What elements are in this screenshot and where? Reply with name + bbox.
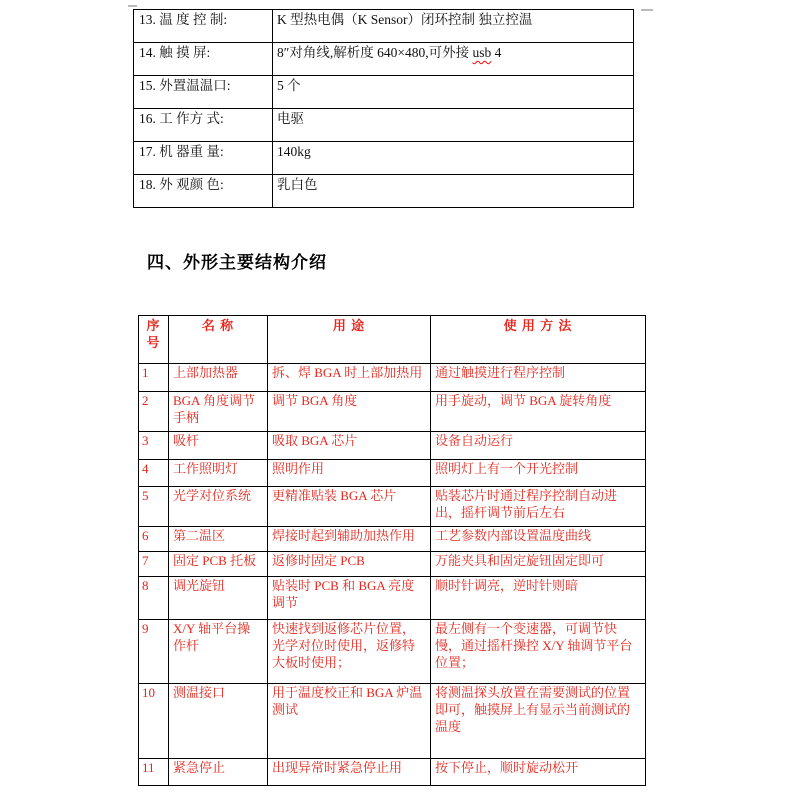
table-row [134, 10, 634, 43]
table-row [139, 364, 646, 392]
spec-label: 16. 工 作方 式: [134, 109, 273, 142]
cell-index: 3 [139, 432, 169, 460]
table-row [139, 759, 646, 786]
cell-name: 调光旋钮 [169, 577, 268, 620]
margin-mark-right [641, 9, 653, 11]
column-header-usage: 使 用 方 法 [431, 316, 646, 364]
margin-mark-left [128, 5, 137, 7]
spec-table [133, 9, 634, 208]
cell-name: 工作照明灯 [169, 460, 268, 487]
cell-usage: 通过触摸进行程序控制 [431, 364, 646, 392]
table-row [134, 76, 634, 109]
cell-purpose: 焊接时起到辅助加热作用 [268, 527, 431, 552]
cell-purpose: 更精准贴装 BGA 芯片 [268, 487, 431, 527]
table-row [139, 684, 646, 759]
spec-value-text: 8″对角线,解析度 640×480,可外接 [277, 45, 473, 60]
cell-name: 测温接口 [169, 684, 268, 759]
cell-name: 吸杆 [169, 432, 268, 460]
cell-index: 4 [139, 460, 169, 487]
cell-usage: 贴装芯片时通过程序控制自动进出，摇杆调节前后左右 [431, 487, 646, 527]
cell-purpose: 吸取 BGA 芯片 [268, 432, 431, 460]
table-row [139, 487, 646, 527]
cell-purpose: 贴装时 PCB 和 BGA 亮度调节 [268, 577, 431, 620]
cell-name: 上部加热器 [169, 364, 268, 392]
spec-value-text: 4 [491, 45, 502, 60]
table-row [139, 577, 646, 620]
cell-index: 10 [139, 684, 169, 759]
column-header-index: 序号 [139, 316, 169, 364]
cell-index: 6 [139, 527, 169, 552]
table-row [134, 109, 634, 142]
cell-purpose: 出现异常时紧急停止用 [268, 759, 431, 786]
table-row [139, 620, 646, 684]
cell-name: X/Y 轴平台操作杆 [169, 620, 268, 684]
cell-name: 固定 PCB 托板 [169, 552, 268, 577]
usb-misspelled-text: usb [472, 45, 492, 60]
spec-label: 18. 外 观颜 色: [134, 175, 273, 208]
cell-usage: 用手旋动，调节 BGA 旋转角度 [431, 392, 646, 432]
cell-index: 5 [139, 487, 169, 527]
cell-index: 11 [139, 759, 169, 786]
cell-name: BGA 角度调节手柄 [169, 392, 268, 432]
cell-usage: 顺时针调亮，逆时针则暗 [431, 577, 646, 620]
table-row [139, 392, 646, 432]
cell-usage: 工艺参数内部设置温度曲线 [431, 527, 646, 552]
column-header-purpose: 用 途 [268, 316, 431, 364]
table-row [139, 460, 646, 487]
cell-purpose: 调节 BGA 角度 [268, 392, 431, 432]
cell-index: 9 [139, 620, 169, 684]
spec-label: 13. 温 度 控 制: [134, 10, 273, 43]
cell-purpose: 照明作用 [268, 460, 431, 487]
cell-purpose: 快速找到返修芯片位置，光学对位时使用，返修特大板时使用； [268, 620, 431, 684]
spec-value: K 型热电偶（K Sensor）闭环控制 独立控温 [273, 10, 634, 43]
cell-name: 光学对位系统 [169, 487, 268, 527]
spec-value: 140kg [273, 142, 634, 175]
cell-usage: 将测温探头放置在需要测试的位置即可，触摸屏上有显示当前测试的温度 [431, 684, 646, 759]
cell-usage: 最左侧有一个变速器，可调节快慢，通过摇杆操控 X/Y 轴调节平台位置； [431, 620, 646, 684]
cell-index: 1 [139, 364, 169, 392]
spec-label: 17. 机 器重 量: [134, 142, 273, 175]
table-row [134, 142, 634, 175]
cell-usage: 照明灯上有一个开光控制 [431, 460, 646, 487]
spec-value: 5 个 [273, 76, 634, 109]
spec-label: 14. 触 摸 屏: [134, 43, 273, 76]
structure-table [138, 315, 646, 786]
table-row [139, 432, 646, 460]
cell-name: 第二温区 [169, 527, 268, 552]
cell-index: 2 [139, 392, 169, 432]
table-row [139, 527, 646, 552]
cell-purpose: 用于温度校正和 BGA 炉温测试 [268, 684, 431, 759]
spec-value [273, 43, 634, 76]
table-header-row [139, 316, 646, 364]
table-row [139, 552, 646, 577]
cell-index: 8 [139, 577, 169, 620]
cell-usage: 万能夹具和固定旋钮固定即可 [431, 552, 646, 577]
section-heading: 四、外形主要结构介绍 [147, 253, 327, 272]
cell-usage: 按下停止，顺时旋动松开 [431, 759, 646, 786]
cell-usage: 设备自动运行 [431, 432, 646, 460]
spec-value: 乳白色 [273, 175, 634, 208]
spec-label: 15. 外置温温口: [134, 76, 273, 109]
cell-purpose: 返修时固定 PCB [268, 552, 431, 577]
cell-purpose: 拆、焊 BGA 时上部加热用 [268, 364, 431, 392]
column-header-name: 名 称 [169, 316, 268, 364]
cell-name: 紧急停止 [169, 759, 268, 786]
table-row [134, 175, 634, 208]
spec-value: 电驱 [273, 109, 634, 142]
cell-index: 7 [139, 552, 169, 577]
table-row [134, 43, 634, 76]
